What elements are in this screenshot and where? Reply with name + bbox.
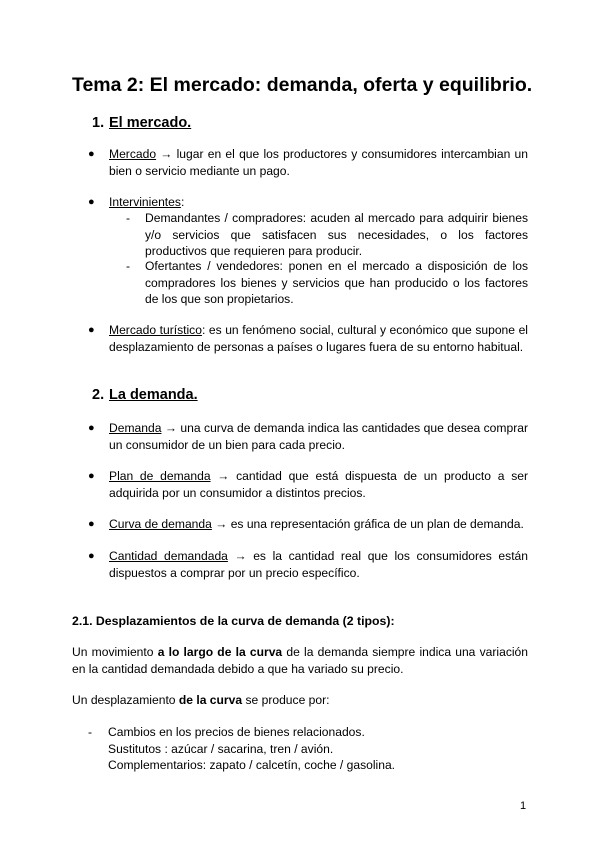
term: Demanda [109, 421, 162, 435]
list-item [88, 146, 528, 179]
definition: → es la cantidad real que los consumidores están dispuestos a comprar por un precio específico. [109, 549, 529, 580]
paragraph-text: Un desplazamiento [72, 693, 179, 707]
dash-marker: - [88, 725, 93, 739]
emphasis: a lo largo de la curva [157, 645, 283, 659]
definition: → cantidad que está dispuesta de un producto a ser adquirida por un consumidor a distintos precios. [109, 469, 528, 500]
definition: : es un fenómeno social, cultural y económico que supone el desplazamiento de personas a países o lugares fuera de su entorno habitual. [109, 323, 528, 354]
sub-list-item [126, 210, 528, 260]
document-title: Tema 2: El mercado: demanda, oferta y equilibrio. [72, 74, 533, 96]
section-2-number: 2. [92, 387, 105, 403]
subsection-heading: 2.1. Desplazamientos de la curva de demanda (2 tipos): [72, 614, 395, 628]
sub-list-item [126, 258, 528, 308]
bullet-icon: ● [88, 518, 95, 530]
section-2-heading [92, 386, 198, 404]
emphasis: de la curva [178, 693, 243, 707]
definition: → una curva de demanda indica las cantidades que desea comprar un consumidor de un bien para cada precio. [109, 421, 528, 452]
bullet-icon: ● [88, 324, 95, 336]
section-1-number: 1. [92, 115, 105, 131]
list-item [88, 194, 528, 211]
term: Mercado [109, 147, 157, 161]
list-item [88, 548, 528, 581]
dash-marker: - [126, 211, 131, 225]
section-1-title: El mercado. [109, 115, 192, 131]
paragraph [72, 692, 528, 709]
paragraph [72, 644, 528, 677]
definition: → es una representación gráfica de un plan de demanda. [211, 517, 524, 531]
bullet-icon: ● [88, 148, 95, 160]
term: Intervinientes [109, 195, 181, 209]
section-1-heading [92, 114, 191, 132]
term: Curva de demanda [109, 517, 212, 531]
page-number: 1 [520, 800, 527, 812]
paragraph-text: se produce por: [242, 693, 330, 707]
list-line: Complementarios: zapato / calcetín, coche / gasolina. [108, 758, 396, 772]
bullet-icon: ● [88, 196, 95, 208]
bullet-icon: ● [88, 550, 95, 562]
list-item [88, 468, 528, 501]
term: Mercado turístico [109, 323, 202, 337]
list-item [88, 724, 528, 774]
list-line: Cambios en los precios de bienes relacionados. [108, 725, 365, 739]
sub-item-text: Ofertantes / vendedores: ponen en el mercado a disposición de los compradores los bienes y servicios que han producido o los factores de los que son propietarios. [145, 259, 528, 306]
list-line: Sustitutos : azúcar / sacarina, tren / avión. [108, 741, 334, 756]
paragraph-text: Un movimiento [72, 645, 158, 659]
paragraph-text: de la demanda siempre indica una variación en la cantidad demandada debido a que ha variado su precio. [72, 645, 529, 676]
bullet-icon: ● [88, 422, 95, 434]
section-2-title: La demanda. [109, 387, 198, 403]
list-item [88, 420, 528, 453]
sub-item-text: Demandantes / compradores: acuden al mercado para adquirir bienes y/o servicios que satisfacen sus necesidades, o los factores productivos que requieren para producir. [145, 211, 528, 258]
term: Plan de demanda [109, 469, 211, 483]
dash-marker: - [126, 259, 131, 273]
list-item [88, 322, 528, 355]
definition: : [180, 195, 185, 209]
bullet-icon: ● [88, 470, 95, 482]
term: Cantidad demandada [109, 549, 228, 563]
definition: → lugar en el que los productores y consumidores intercambian un bien o servicio mediante un pago. [109, 147, 528, 178]
list-item [88, 516, 528, 533]
